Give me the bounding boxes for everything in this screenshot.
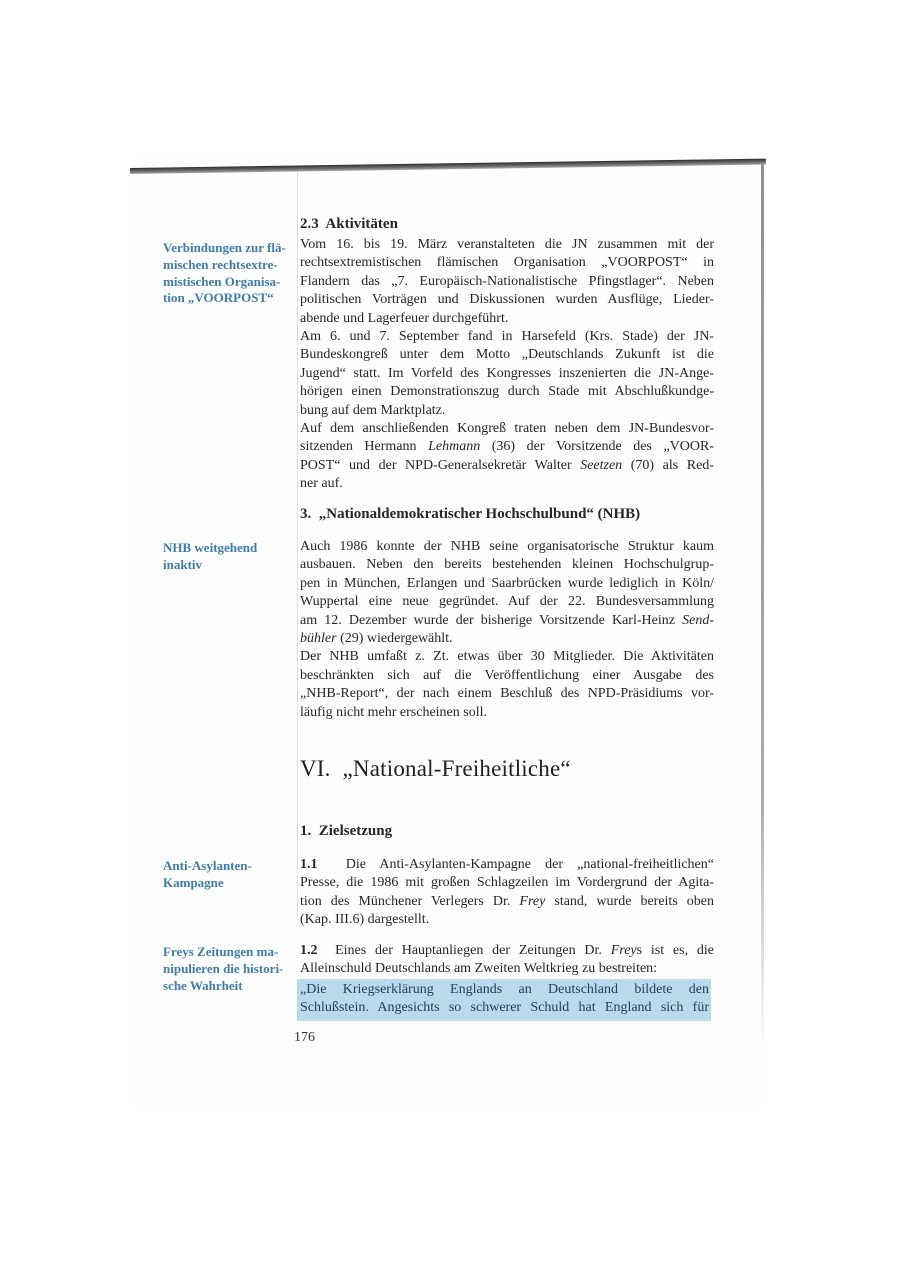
page-number: 176 xyxy=(294,1030,315,1045)
section-1-zielsetzung-heading: 1. Zielsetzung xyxy=(300,823,393,839)
paragraph: Auch 1986 konnte der NHB seine organisatorische Struktur kaum ausbauen. Neben den bereits bestehenden kleinen Hochschulgrup- pen in München, Erlangen und Saarbrücken wurde lediglich in Köln/ Wuppertal eine neue gegründet. Auf der 22. Bundesversammlung am 12. Dezember wurde der bisherige Vorsitzende Karl-Heinz Send- bühler (29) wiedergewählt. xyxy=(300,539,714,647)
section-2-3-heading: 2.3 Aktivitäten xyxy=(300,216,398,232)
highlighted-quote: „Die Kriegserklärung Englands an Deutschland bildete den Schlußstein. Angesichts so schwerer Schuld hat England sich für xyxy=(297,979,711,1021)
paragraph: Der NHB umfaßt z. Zt. etwas über 30 Mitglieder. Die Aktivitäten beschränkten sich auf die Veröffentlichung einer Ausgabe des „NHB-Report“, der nach einem Beschluß des NPD-Präsidiums vor- läufig nicht mehr erscheinen soll. xyxy=(300,649,714,720)
paragraph-1-1: 1.1 Die Anti-Asylanten-Kampagne der „national-freiheitlichen“ Presse, die 1986 mit großen Schlagzeilen im Vordergrund der Agita- tion des Münchener Verlegers Dr. Frey stand, wurde bereits oben (Kap. III.6) dargestellt. xyxy=(300,857,714,928)
margin-note-anti-asylanten: Anti-Asylanten- Kampagne xyxy=(163,858,252,890)
paragraph: Am 6. und 7. September fand in Harsefeld (Krs. Stade) der JN- Bundeskongreß unter dem Motto „Deutschlands Zukunft ist die Jugend“ statt. Im Vorfeld des Kongresses inszenierten die JN-Ange- hörigen einen Demonstrationszug durch Stade mit Abschlußkundge- bung auf dem Marktplatz. xyxy=(300,329,714,418)
margin-note-freys-zeitungen: Freys Zeitungen ma- nipulieren die histori- sche Wahrheit xyxy=(163,944,284,993)
page-top-edge-shadow xyxy=(130,159,766,174)
page-right-edge-shadow xyxy=(761,164,764,1052)
margin-note-voorpost: Verbindungen zur flä- mischen rechtsextre- mistischen Organisa- tion „VOORPOST“ xyxy=(163,240,286,306)
section-2-3-body xyxy=(300,236,714,494)
section-3-body xyxy=(300,538,714,722)
document-page xyxy=(132,156,764,1108)
paragraph-1-2: 1.2 Eines der Hauptanliegen der Zeitungen Dr. Freys ist es, die Alleinschuld Deutschlands am Zweiten Weltkrieg zu bestreiten: xyxy=(300,943,714,977)
chapter-6-heading: VI. „National-Freiheitliche“ xyxy=(300,756,571,781)
margin-note-nhb-inaktiv: NHB weitgehend inaktiv xyxy=(163,540,258,572)
paragraph: Auf dem anschließenden Kongreß traten neben dem JN-Bundesvor- sitzenden Hermann Lehmann (36) der Vorsitzende des „VOOR- POST“ und der NPD-Generalsekretär Walter Seetzen (70) als Red- ner auf. xyxy=(300,421,714,492)
paragraph: Vom 16. bis 19. März veranstalteten die JN zusammen mit der rechtsextremistischen flämischen Organisation „VOORPOST“ in Flandern das „7. Europäisch-Nationalistische Pfingstlager“. Neben politischen Vorträgen und Diskussionen wurden Ausflüge, Lieder- abende und Lagerfeuer durchgeführt. xyxy=(300,237,714,326)
section-3-heading: 3. „Nationaldemokratischer Hochschulbund“ (NHB) xyxy=(300,506,641,522)
